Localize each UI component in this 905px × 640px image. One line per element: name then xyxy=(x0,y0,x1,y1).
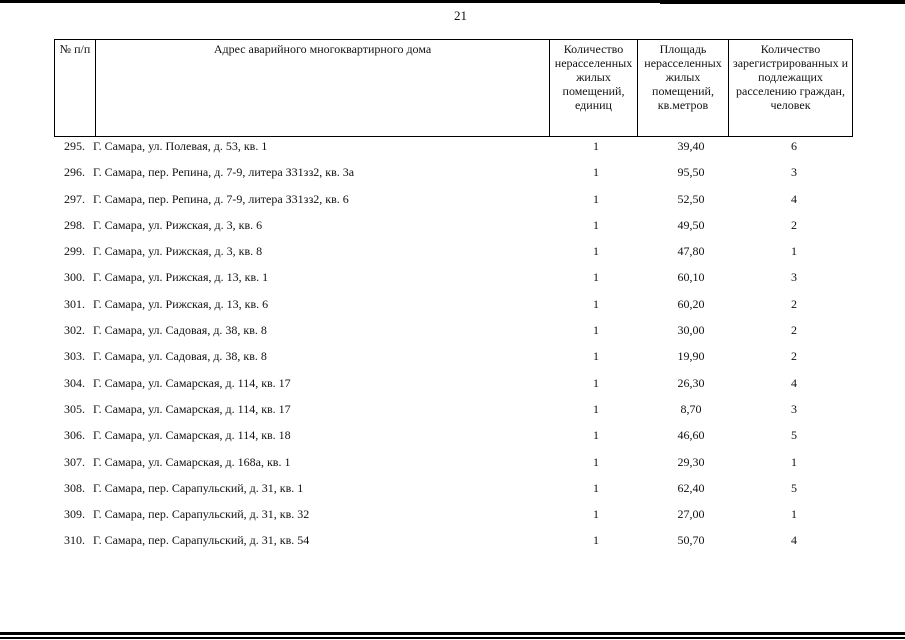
row-area: 60,20 xyxy=(677,296,705,311)
table-row xyxy=(54,376,852,402)
table-row xyxy=(54,455,852,481)
row-address: Г. Самара, ул. Самарская, д. 114, кв. 17 xyxy=(93,401,291,416)
table-header xyxy=(54,39,853,137)
table-row xyxy=(54,139,852,165)
row-address: Г. Самара, ул. Садовая, д. 38, кв. 8 xyxy=(93,349,267,364)
table-row xyxy=(54,323,852,349)
row-address: Г. Самара, ул. Самарская, д. 114, кв. 18 xyxy=(93,428,291,443)
row-area: 49,50 xyxy=(677,217,705,232)
row-address: Г. Самара, ул. Рижская, д. 3, кв. 6 xyxy=(93,217,263,232)
row-units: 1 xyxy=(593,323,599,338)
row-people: 2 xyxy=(791,217,797,232)
row-area: 29,30 xyxy=(677,454,705,469)
page-number: 21 xyxy=(454,8,467,23)
row-area: 50,70 xyxy=(677,533,705,548)
row-number: 309. xyxy=(64,507,85,522)
row-units: 1 xyxy=(593,139,599,153)
row-units: 1 xyxy=(593,507,599,522)
row-people: 4 xyxy=(791,533,797,548)
table-row xyxy=(54,507,852,533)
row-area: 46,60 xyxy=(677,428,705,443)
row-address: Г. Самара, ул. Садовая, д. 38, кв. 8 xyxy=(93,323,267,338)
row-people: 4 xyxy=(791,375,797,390)
row-units: 1 xyxy=(593,401,599,416)
table-row xyxy=(54,481,852,507)
row-units: 1 xyxy=(593,428,599,443)
row-number: 295. xyxy=(64,139,85,153)
row-area: 60,10 xyxy=(677,270,705,285)
table-row xyxy=(54,402,852,428)
header-number: № п/п xyxy=(55,40,96,137)
row-number: 302. xyxy=(64,323,85,338)
row-people: 1 xyxy=(791,454,797,469)
table-row xyxy=(54,428,852,454)
row-number: 310. xyxy=(64,533,85,548)
row-number: 301. xyxy=(64,296,85,311)
table-row xyxy=(54,270,852,296)
row-people: 5 xyxy=(791,428,797,443)
row-number: 306. xyxy=(64,428,85,443)
row-number: 305. xyxy=(64,401,85,416)
bottom-border-line-2 xyxy=(0,637,905,639)
row-area: 30,00 xyxy=(677,323,705,338)
table-row xyxy=(54,192,852,218)
row-address: Г. Самара, ул. Рижская, д. 13, кв. 6 xyxy=(93,296,269,311)
row-people: 1 xyxy=(791,244,797,259)
row-people: 3 xyxy=(791,270,797,285)
row-units: 1 xyxy=(593,296,599,311)
row-address: Г. Самара, ул. Самарская, д. 168а, кв. 1 xyxy=(93,454,291,469)
row-number: 296. xyxy=(64,165,85,180)
header-people: Количество зарегистрированных и подлежащих расселению граждан, человек xyxy=(729,40,853,137)
table-body xyxy=(54,139,852,560)
row-units: 1 xyxy=(593,217,599,232)
row-area: 8,70 xyxy=(680,401,702,416)
table-row xyxy=(54,349,852,375)
bottom-border-line xyxy=(0,632,905,635)
row-number: 308. xyxy=(64,480,85,495)
row-area: 52,50 xyxy=(677,191,705,206)
row-units: 1 xyxy=(593,533,599,548)
row-area: 95,50 xyxy=(677,165,705,180)
table-row xyxy=(54,297,852,323)
header-area: Площадь нерасселенных жилых помещений, кв.метров xyxy=(638,40,729,137)
row-number: 303. xyxy=(64,349,85,364)
row-area: 62,40 xyxy=(677,480,705,495)
row-address: Г. Самара, ул. Рижская, д. 3, кв. 8 xyxy=(93,244,263,259)
row-people: 2 xyxy=(791,323,797,338)
row-address: Г. Самара, ул. Рижская, д. 13, кв. 1 xyxy=(93,270,269,285)
row-address: Г. Самара, пер. Сарапульский, д. 31, кв. 54 xyxy=(93,533,310,548)
row-units: 1 xyxy=(593,480,599,495)
row-address: Г. Самара, пер. Репина, д. 7-9, литера З31зз2, кв. 6 xyxy=(93,191,349,206)
header-units: Количество нерасселенных жилых помещений, единиц xyxy=(550,40,638,137)
row-area: 47,80 xyxy=(677,244,705,259)
row-area: 39,40 xyxy=(677,139,705,153)
row-units: 1 xyxy=(593,244,599,259)
table-row xyxy=(54,218,852,244)
header-address: Адрес аварийного многоквартирного дома xyxy=(96,40,550,137)
row-units: 1 xyxy=(593,165,599,180)
row-people: 6 xyxy=(791,139,797,153)
row-address: Г. Самара, пер. Репина, д. 7-9, литера З31зз2, кв. 3а xyxy=(93,165,355,180)
row-people: 2 xyxy=(791,349,797,364)
row-number: 298. xyxy=(64,217,85,232)
row-area: 27,00 xyxy=(677,507,705,522)
row-address: Г. Самара, пер. Сарапульский, д. 31, кв. 1 xyxy=(93,480,304,495)
row-people: 2 xyxy=(791,296,797,311)
row-address: Г. Самара, ул. Полевая, д. 53, кв. 1 xyxy=(93,139,268,153)
row-people: 4 xyxy=(791,191,797,206)
row-address: Г. Самара, пер. Сарапульский, д. 31, кв. 32 xyxy=(93,507,310,522)
table-row xyxy=(54,165,852,191)
row-units: 1 xyxy=(593,191,599,206)
top-border-line-thin xyxy=(660,3,905,4)
row-units: 1 xyxy=(593,454,599,469)
row-address: Г. Самара, ул. Самарская, д. 114, кв. 17 xyxy=(93,375,291,390)
row-people: 3 xyxy=(791,401,797,416)
row-area: 19,90 xyxy=(677,349,705,364)
table-row xyxy=(54,244,852,270)
row-number: 304. xyxy=(64,375,85,390)
table-row xyxy=(54,533,852,559)
row-people: 5 xyxy=(791,480,797,495)
row-number: 297. xyxy=(64,191,85,206)
row-number: 300. xyxy=(64,270,85,285)
row-units: 1 xyxy=(593,270,599,285)
row-people: 1 xyxy=(791,507,797,522)
row-number: 307. xyxy=(64,454,85,469)
row-people: 3 xyxy=(791,165,797,180)
row-number: 299. xyxy=(64,244,85,259)
row-area: 26,30 xyxy=(677,375,705,390)
row-units: 1 xyxy=(593,375,599,390)
row-units: 1 xyxy=(593,349,599,364)
